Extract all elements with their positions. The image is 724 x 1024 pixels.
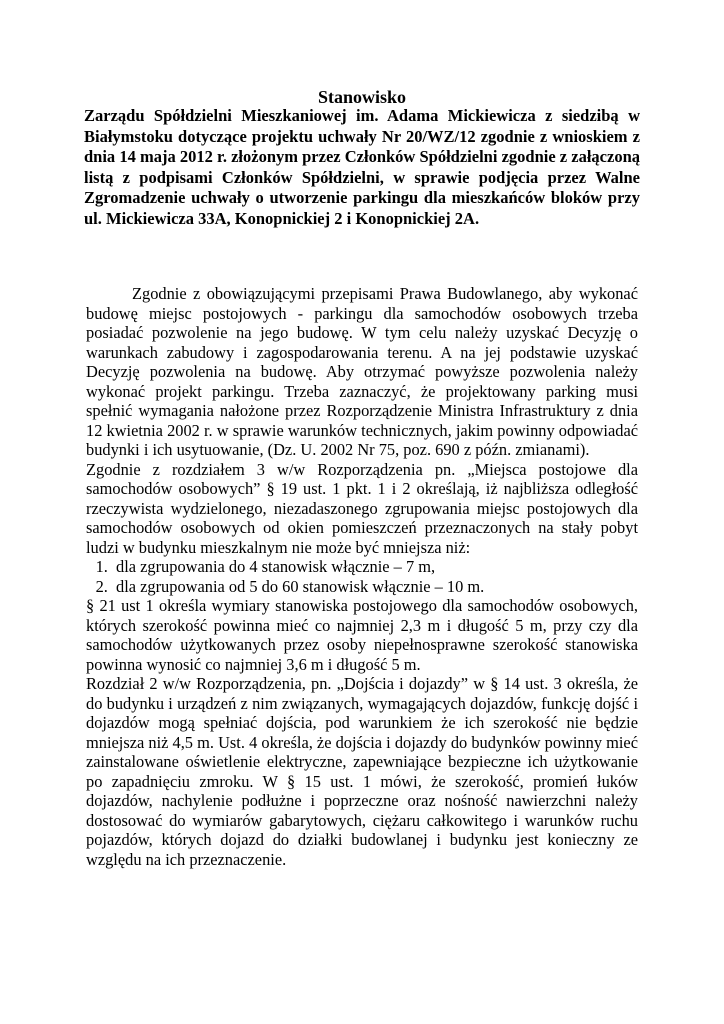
list-item: 1. dla zgrupowania do 4 stanowisk włącznie – 7 m, [112,557,638,577]
paragraph-chapter-2: Rozdział 2 w/w Rozporządzenia, pn. „Dojścia i dojazdy” w § 14 ust. 3 określa, że do budynku i urządzeń z nim związanych, wymagających dojazdów, funkcję dojść i dojazdów mogą spełniać dojścia, pod warunkiem że ich szerokość nie będzie mniejsza niż 4,5 m. Ust. 4 określa, że dojścia i dojazdy do budynków powinny mieć zainstalowane oświetlenie elektryczne, zapewniające bezpieczne ich użytkowanie po zapadnięciu zmroku. W § 15 ust. 1 mówi, że szerokość, promień łuków dojazdów, nachylenie podłużne i poprzeczne oraz nośność nawierzchni należy dostosować do wymiarów gabarytowych, ciężaru całkowitego i warunków ruchu pojazdów, których dojazd do działki budowlanej i budynku jest konieczny ze względu na ich przeznaczenie. [86,674,638,869]
paragraph-section-21: § 21 ust 1 określa wymiary stanowiska postojowego dla samochodów osobowych, których szerokość powinna mieć co najmniej 2,3 m i długość 5 m, przy czy dla samochodów użytkowanych przez osoby niepełnosprawne szerokość stanowiska powinna wynosić co najmniej 3,6 m i długość 5 m. [86,596,638,674]
document-body [86,284,638,869]
paragraph-intro: Zgodnie z obowiązującymi przepisami Prawa Budowlanego, aby wykonać budowę miejsc postojowych - parkingu dla samochodów osobowych trzeba posiadać pozwolenie na jego budowę. W tym celu należy uzyskać Decyzję o warunkach zabudowy i zagospodarowania terenu. A na jej podstawie uzyskać Decyzję pozwolenia na budowę. Aby otrzymać powyższe pozwolenia należy wykonać projekt parkingu. Trzeba zaznaczyć, że projektowany parking musi spełnić wymagania nałożone przez Rozporządzenie Ministra Infrastruktury z dnia 12 kwietnia 2002 r. w sprawie warunków technicznych, jakim powinny odpowiadać budynki i ich usytuowanie, (Dz. U. 2002 Nr 75, poz. 690 z późn. zmianami). [86,284,638,459]
list-item: 2. dla zgrupowania od 5 do 60 stanowisk włącznie – 10 m. [112,577,638,597]
paragraph-chapter-3: Zgodnie z rozdziałem 3 w/w Rozporządzenia pn. „Miejsca postojowe dla samochodów osobowych” § 19 ust. 1 pkt. 1 i 2 określają, iż najbliższa odległość rzeczywista wydzielonego, niezadaszonego zgrupowania miejsc postojowych dla samochodów osobowych od okien pomieszczeń przeznaczonych na stały pobyt ludzi w budynku mieszkalnym nie może być mniejsza niż: [86,459,638,557]
document-title: Stanowisko [317,87,407,107]
document-heading: Zarządu Spółdzielni Mieszkaniowej im. Adama Mickiewicza z siedzibą w Białymstoku dotyczące projektu uchwały Nr 20/WZ/12 zgodnie z wnioskiem z dnia 14 maja 2012 r. złożonym przez Członków Spółdzielni zgodnie z załączoną listą z podpisami Członków Spółdzielni, w sprawie podjęcia przez Walne Zgromadzenie uchwały o utworzenie parkingu dla mieszkańców bloków przy ul. Mickiewicza 33A, Konopnickiej 2 i Konopnickiej 2A. [84,106,640,228]
distance-list [86,557,638,596]
